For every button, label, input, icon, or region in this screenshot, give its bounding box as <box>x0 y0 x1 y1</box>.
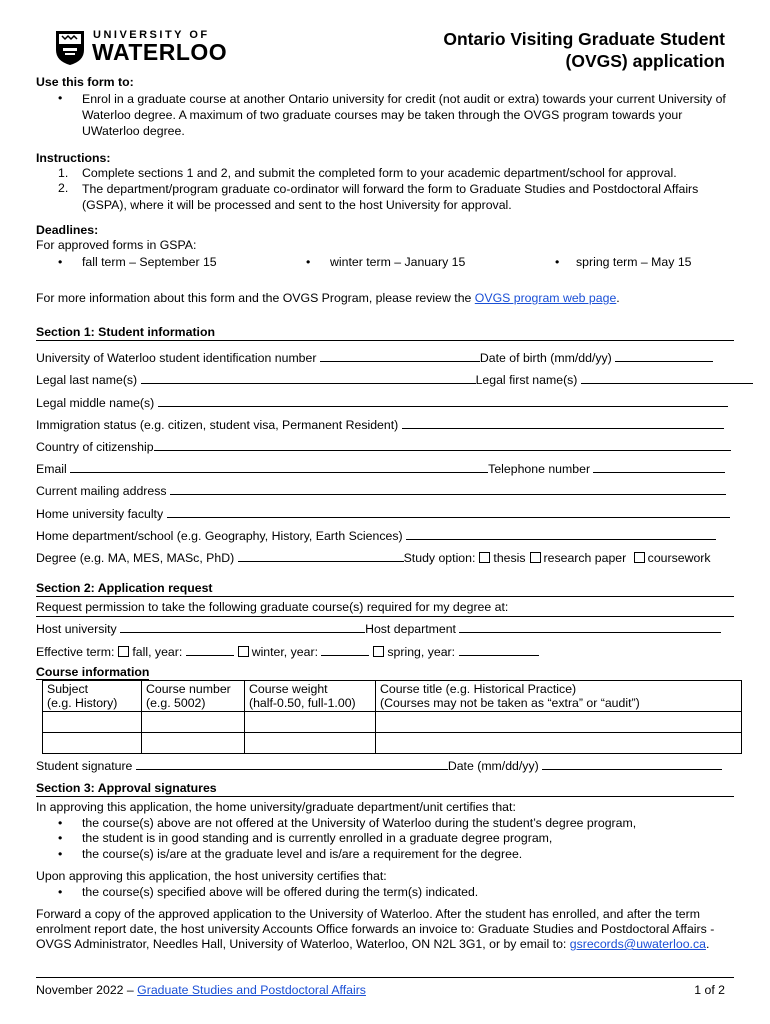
department-field[interactable] <box>406 539 716 540</box>
info-text: For more information about this form and the OVGS Program, please review the <box>36 291 475 305</box>
faculty-label: Home university faculty <box>36 507 164 521</box>
address-field[interactable] <box>170 494 726 495</box>
forward-line-1: Forward a copy of the approved application to the University of Waterloo. After the student has enrolled, and after the term <box>36 907 700 921</box>
row-immigration <box>36 418 734 432</box>
forward-line-3 <box>36 937 734 951</box>
header-text: (e.g. History) <box>47 696 118 710</box>
table-header-row <box>43 681 742 712</box>
bullet-icon: • <box>58 831 63 845</box>
instruction-1: Complete sections 1 and 2, and submit the completed form to your academic department/school for approval. <box>82 166 677 180</box>
email-label: Email <box>36 462 67 476</box>
bullet-icon: • <box>58 255 63 269</box>
row-faculty <box>36 507 734 521</box>
instruction-2: The department/program graduate co-ordinator will forward the form to Graduate Studies and Postdoctoral Affairs (GSPA), where it will be processed and sent to the host University for approval. <box>82 182 699 212</box>
list-number: 2. <box>58 181 69 195</box>
immigration-field[interactable] <box>402 428 724 429</box>
use-form-heading: Use this form to: <box>36 75 134 89</box>
study-option-label: Study option: <box>403 551 476 565</box>
fall-label: fall, year: <box>132 645 183 659</box>
deadline-spring: spring term – May 15 <box>576 255 692 269</box>
citizenship-field[interactable] <box>154 450 731 451</box>
request-text: Request permission to take the following graduate course(s) required for my degree at: <box>36 600 509 614</box>
row-effective-term <box>36 645 734 659</box>
table-cell[interactable] <box>376 733 742 754</box>
forward-line-2: enrolment report date, the host university Accounts Office forwards an invoice to: Graduate Studies and Postdoctoral Affairs - <box>36 922 715 936</box>
thesis-checkbox[interactable] <box>479 552 490 563</box>
table-cell[interactable] <box>142 733 245 754</box>
bullet-icon: • <box>58 91 63 105</box>
header-text: Course number <box>146 682 231 696</box>
forward-text: OVGS Administrator, Needles Hall, University of Waterloo, Waterloo, ON N2L 3G1, or by email to: <box>36 937 570 951</box>
header-text: Subject <box>47 682 89 696</box>
course-info-heading: Course information <box>36 665 150 679</box>
row-host <box>36 622 734 636</box>
coursework-checkbox[interactable] <box>634 552 645 563</box>
email-field[interactable] <box>70 472 488 473</box>
info-suffix: . <box>616 291 620 305</box>
table-cell[interactable] <box>43 733 142 754</box>
first-name-label: Legal first name(s) <box>475 373 578 387</box>
bullet-icon: • <box>555 255 560 269</box>
middle-name-field[interactable] <box>158 406 728 407</box>
host-university-field[interactable] <box>120 632 365 633</box>
header-text: (e.g. 5002) <box>146 696 206 710</box>
page-number: 1 of 2 <box>694 983 725 997</box>
row-student-id <box>36 351 734 365</box>
header-subject <box>43 681 142 712</box>
list-number: 1. <box>58 166 69 180</box>
winter-checkbox[interactable] <box>238 646 249 657</box>
footer-left <box>36 983 366 997</box>
thesis-label: thesis <box>493 551 526 565</box>
header-course-number <box>142 681 245 712</box>
row-names <box>36 373 734 387</box>
title-line-1: Ontario Visiting Graduate Student <box>443 29 725 49</box>
footer-divider <box>36 977 734 978</box>
degree-label: Degree (e.g. MA, MES, MASc, PhD) <box>36 551 235 565</box>
citizenship-label: Country of citizenship <box>36 440 154 454</box>
header-course-weight <box>245 681 376 712</box>
row-middle-name <box>36 396 734 410</box>
bullet-icon: • <box>58 847 63 861</box>
info-line <box>36 291 734 305</box>
form-title <box>443 28 725 72</box>
bullet-icon: • <box>58 885 63 899</box>
phone-label: Telephone number <box>488 462 591 476</box>
row-department <box>36 529 734 543</box>
home-intro: In approving this application, the home university/graduate department/unit certifies that: <box>36 800 516 814</box>
host-item-1: the course(s) specified above will be offered during the term(s) indicated. <box>82 885 479 899</box>
logo-text-bottom: WATERLOO <box>92 39 228 65</box>
gsrecords-email-link[interactable]: gsrecords@uwaterloo.ca <box>569 937 706 951</box>
section2-heading: Section 2: Application request <box>36 581 734 597</box>
table-cell[interactable] <box>245 733 376 754</box>
dob-field[interactable] <box>615 361 713 362</box>
immigration-label: Immigration status (e.g. citizen, student visa, Permanent Resident) <box>36 418 399 432</box>
spring-year-field[interactable] <box>459 655 539 656</box>
dob-label: Date of birth (mm/dd/yy) <box>479 351 612 365</box>
header-text: (half-0.50, full-1.00) <box>249 696 356 710</box>
home-item-2: the student is in good standing and is currently enrolled in a graduate degree program, <box>82 831 553 845</box>
university-crest-icon <box>55 30 85 66</box>
bullet-icon: • <box>58 816 63 830</box>
row-email <box>36 462 734 476</box>
table-row <box>43 733 742 754</box>
header-text: (Courses may not be taken as “extra” or “audit”) <box>380 696 640 710</box>
last-name-label: Legal last name(s) <box>36 373 138 387</box>
host-department-field[interactable] <box>459 632 721 633</box>
effective-term-label: Effective term: <box>36 645 115 659</box>
ovgs-web-page-link[interactable]: OVGS program web page <box>474 291 617 305</box>
section1-heading: Section 1: Student information <box>36 325 734 341</box>
student-id-field[interactable] <box>320 361 480 362</box>
department-label: Home department/school (e.g. Geography, History, Earth Sciences) <box>36 529 403 543</box>
row-degree <box>36 551 734 565</box>
deadlines-heading: Deadlines: <box>36 223 99 237</box>
student-id-label: University of Waterloo student identification number <box>36 351 317 365</box>
student-signature-field[interactable] <box>136 769 448 770</box>
table-cell[interactable] <box>376 712 742 733</box>
coursework-label: coursework <box>647 551 711 565</box>
bullet-icon: • <box>306 255 311 269</box>
host-university-label: Host university <box>36 622 117 636</box>
middle-name-label: Legal middle name(s) <box>36 396 155 410</box>
gspa-link[interactable]: Graduate Studies and Postdoctoral Affairs <box>137 983 366 997</box>
winter-year-field[interactable] <box>321 655 369 656</box>
header-course-title <box>376 681 742 712</box>
home-item-3: the course(s) is/are at the graduate level and is/are a requirement for the degree. <box>82 847 523 861</box>
logo-text-top: UNIVERSITY OF <box>93 29 210 41</box>
row-address <box>36 484 734 498</box>
fall-checkbox[interactable] <box>118 646 129 657</box>
last-name-field[interactable] <box>141 383 476 384</box>
table-cell[interactable] <box>43 712 142 733</box>
spring-checkbox[interactable] <box>373 646 384 657</box>
home-item-1: the course(s) above are not offered at the University of Waterloo during the student’s degree program, <box>82 816 637 830</box>
forward-suffix: . <box>705 937 710 951</box>
host-department-label: Host department <box>365 622 456 636</box>
date-label: Date (mm/dd/yy) <box>447 759 539 773</box>
host-intro: Upon approving this application, the host university certifies that: <box>36 869 387 883</box>
student-signature-label: Student signature <box>36 759 133 773</box>
spring-label: spring, year: <box>387 645 456 659</box>
divider <box>36 616 734 617</box>
footer-date: November 2022 – <box>36 983 138 997</box>
section3-heading: Section 3: Approval signatures <box>36 781 734 797</box>
deadline-fall: fall term – September 15 <box>82 255 217 269</box>
table-cell[interactable] <box>142 712 245 733</box>
deadlines-sub: For approved forms in GSPA: <box>36 238 197 252</box>
row-signature <box>36 759 734 773</box>
header-text: Course weight <box>249 682 328 696</box>
date-field[interactable] <box>542 769 722 770</box>
phone-field[interactable] <box>593 472 725 473</box>
use-form-bullet: Enrol in a graduate course at another Ontario university for credit (not audit or extra) towards your current University of Waterloo degree. A maximum of two graduate courses may be taken through the OVGS program towards your UWaterloo degree. <box>82 92 726 138</box>
course-table <box>42 680 742 754</box>
degree-field[interactable] <box>238 561 404 562</box>
title-line-2: (OVGS) application <box>565 51 725 71</box>
research-paper-checkbox[interactable] <box>530 552 541 563</box>
fall-year-field[interactable] <box>186 655 234 656</box>
address-label: Current mailing address <box>36 484 167 498</box>
table-cell[interactable] <box>245 712 376 733</box>
table-row <box>43 712 742 733</box>
first-name-field[interactable] <box>581 383 753 384</box>
instructions-heading: Instructions: <box>36 151 111 165</box>
header-text: Course title (e.g. Historical Practice) <box>380 682 577 696</box>
research-paper-label: research paper <box>543 551 627 565</box>
deadline-winter: winter term – January 15 <box>330 255 466 269</box>
row-citizenship <box>36 440 734 454</box>
faculty-field[interactable] <box>167 517 730 518</box>
winter-label: winter, year: <box>251 645 318 659</box>
